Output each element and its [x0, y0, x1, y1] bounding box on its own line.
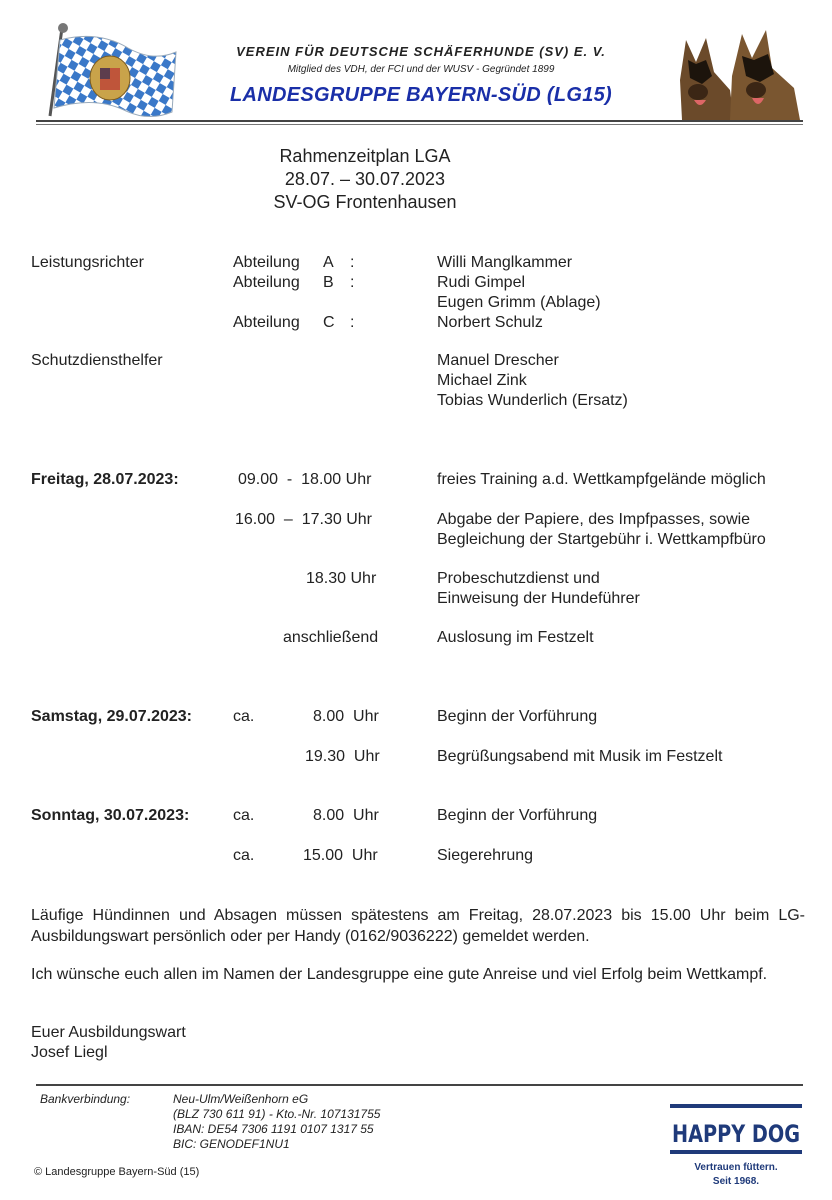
judge-letter: C [323, 314, 335, 331]
logo-since: Seit 1968. [712, 1176, 760, 1187]
friday-event-4: Auslosung im Festzelt [437, 629, 594, 646]
friday-heading: Freitag, 28.07.2023: [31, 471, 179, 488]
wishes-paragraph: Ich wünsche euch allen im Namen der Landesgruppe eine gute Anreise und viel Erfolg beim Wettkampf. [31, 966, 768, 983]
logo-brand: HAPPY DOG [672, 1120, 800, 1148]
sunday-time-2: 15.00 Uhr [303, 847, 378, 864]
judge-dept: Abteilung [233, 274, 300, 291]
saturday-event-1: Beginn der Vorführung [437, 708, 598, 725]
regional-group-title: LANDESGRUPPE BAYERN-SÜD (LG15) [230, 84, 612, 106]
logo-tagline: Vertrauen füttern. [694, 1162, 778, 1173]
judges-label: Leistungsrichter [31, 254, 144, 271]
friday-event-2: Abgabe der Papiere, des Impfpasses, sowie [437, 511, 751, 528]
notice-paragraph: Läufige Hündinnen und Absagen müssen spätestens am Freitag, 28.07.2023 bis 15.00 Uhr beim LG-Ausbildungswart persönlich oder per Handy (0162/9036222) gemeldet werden. [31, 907, 805, 945]
footer-divider [36, 1084, 803, 1086]
saturday-approx: ca. [233, 708, 255, 725]
friday-time-4: anschließend [283, 629, 379, 646]
bank-line: BIC: GENODEF1NU1 [173, 1137, 290, 1151]
judge-colon: : [350, 274, 355, 291]
judge-letter: B [323, 274, 334, 291]
header-divider-thin [36, 124, 803, 125]
helper-name: Tobias Wunderlich (Ersatz) [437, 392, 628, 409]
friday-event-2-cont: Begleichung der Startgebühr i. Wettkampfbüro [437, 531, 766, 548]
signature-name: Josef Liegl [31, 1044, 108, 1061]
membership-note: Mitglied des VDH, der FCI und der WUSV - Gegründet 1899 [287, 64, 555, 75]
sunday-event-1: Beginn der Vorführung [437, 807, 598, 824]
bank-line: Neu-Ulm/Weißenhorn eG [173, 1092, 309, 1106]
friday-event-1: freies Training a.d. Wettkampfgelände möglich [437, 471, 766, 488]
bank-label: Bankverbindung: [40, 1092, 131, 1106]
judge-dept: Abteilung [233, 254, 300, 271]
judge-name: Rudi Gimpel [437, 274, 526, 291]
sunday-event-2: Siegerehrung [437, 847, 534, 864]
friday-time-1: 09.00 - 18.00 Uhr [238, 471, 372, 488]
judge-colon: : [350, 254, 355, 271]
saturday-event-2: Begrüßungsabend mit Musik im Festzelt [437, 748, 723, 765]
friday-time-3: 18.30 Uhr [306, 570, 377, 587]
judge-colon: : [350, 314, 355, 331]
saturday-time-1: 8.00 Uhr [313, 708, 379, 725]
helpers-label: Schutzdiensthelfer [31, 352, 163, 369]
saturday-time-2: 19.30 Uhr [305, 748, 380, 765]
friday-event-3-cont: Einweisung der Hundeführer [437, 590, 640, 607]
sunday-heading: Sonntag, 30.07.2023: [31, 807, 190, 824]
club-name: VEREIN FÜR DEUTSCHE SCHÄFERHUNDE (SV) E. V. [236, 44, 606, 59]
friday-event-3: Probeschutzdienst und [437, 570, 600, 587]
bank-line: (BLZ 730 611 91) - Kto.-Nr. 107131755 [173, 1107, 381, 1121]
judge-name: Eugen Grimm (Ablage) [437, 294, 601, 311]
event-location: SV-OG Frontenhausen [273, 192, 457, 212]
sunday-time-1: 8.00 Uhr [313, 807, 379, 824]
helper-name: Michael Zink [437, 372, 527, 389]
sunday-approx: ca. [233, 807, 255, 824]
bank-line: IBAN: DE54 7306 1191 0107 1317 55 [173, 1122, 374, 1136]
sunday-approx: ca. [233, 847, 255, 864]
saturday-heading: Samstag, 29.07.2023: [31, 708, 192, 725]
judge-dept: Abteilung [233, 314, 300, 331]
judge-letter: A [323, 254, 334, 271]
happy-dog-logo [666, 1098, 806, 1190]
copyright: © Landesgruppe Bayern-Süd (15) [34, 1166, 200, 1178]
header-divider [36, 120, 803, 122]
event-dates: 28.07. – 30.07.2023 [284, 169, 446, 189]
judge-name: Norbert Schulz [437, 314, 543, 331]
closing-line: Euer Ausbildungswart [31, 1024, 186, 1041]
judge-name: Willi Manglkammer [437, 254, 573, 271]
friday-time-2: 16.00 – 17.30 Uhr [235, 511, 372, 528]
document-title: Rahmenzeitplan LGA [279, 146, 451, 166]
helper-name: Manuel Drescher [437, 352, 559, 369]
